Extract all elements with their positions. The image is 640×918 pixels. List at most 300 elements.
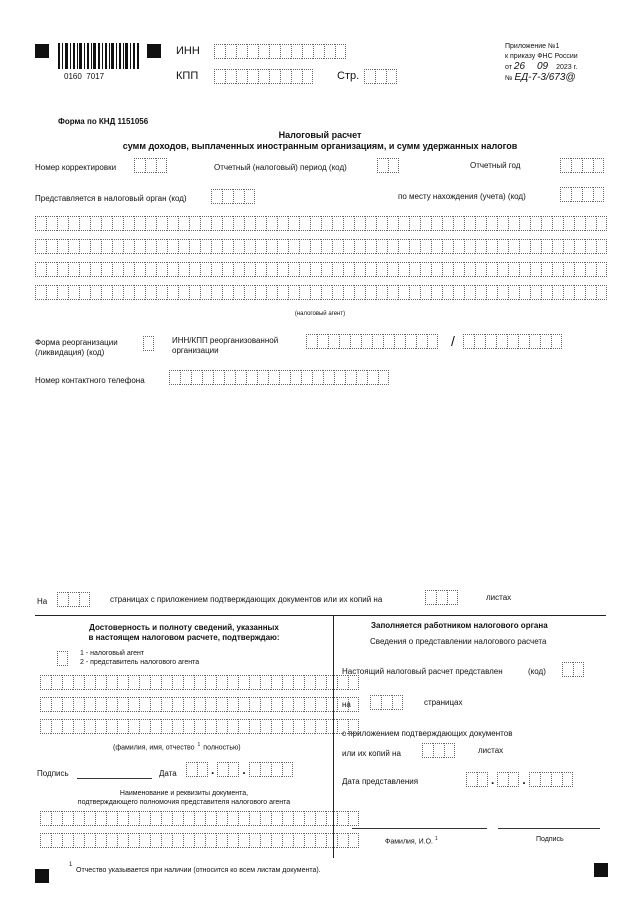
char-cell[interactable] bbox=[269, 44, 280, 59]
char-cell[interactable] bbox=[293, 811, 304, 826]
char-cell[interactable] bbox=[593, 187, 604, 202]
char-cell[interactable] bbox=[46, 262, 57, 277]
char-cell[interactable] bbox=[255, 216, 266, 231]
char-cell[interactable] bbox=[271, 675, 282, 690]
char-cell[interactable] bbox=[266, 239, 277, 254]
char-cell[interactable] bbox=[167, 285, 178, 300]
char-cell[interactable] bbox=[244, 262, 255, 277]
char-cell[interactable] bbox=[574, 285, 585, 300]
char-cell[interactable] bbox=[574, 262, 585, 277]
char-cell[interactable] bbox=[90, 285, 101, 300]
char-cell[interactable] bbox=[112, 216, 123, 231]
left-date-day[interactable] bbox=[186, 762, 208, 777]
char-cell[interactable] bbox=[235, 370, 246, 385]
char-cell[interactable] bbox=[574, 216, 585, 231]
char-cell[interactable] bbox=[464, 239, 475, 254]
char-cell[interactable] bbox=[282, 811, 293, 826]
char-cell[interactable] bbox=[255, 285, 266, 300]
char-cell[interactable] bbox=[79, 592, 90, 607]
char-cell[interactable] bbox=[464, 216, 475, 231]
char-cell[interactable] bbox=[227, 811, 238, 826]
char-cell[interactable] bbox=[117, 719, 128, 734]
char-cell[interactable] bbox=[222, 189, 233, 204]
char-cell[interactable] bbox=[46, 285, 57, 300]
char-cell[interactable] bbox=[552, 262, 563, 277]
char-cell[interactable] bbox=[321, 262, 332, 277]
reorg-kpp-field[interactable] bbox=[463, 334, 562, 349]
char-cell[interactable] bbox=[62, 675, 73, 690]
char-cell[interactable] bbox=[354, 285, 365, 300]
char-cell[interactable] bbox=[321, 216, 332, 231]
char-cell[interactable] bbox=[563, 262, 574, 277]
char-cell[interactable] bbox=[150, 675, 161, 690]
char-cell[interactable] bbox=[79, 239, 90, 254]
char-cell[interactable] bbox=[258, 44, 269, 59]
char-cell[interactable] bbox=[258, 69, 269, 84]
signer-fio-row-3[interactable] bbox=[40, 719, 359, 734]
char-cell[interactable] bbox=[530, 239, 541, 254]
char-cell[interactable] bbox=[228, 762, 239, 777]
char-cell[interactable] bbox=[84, 697, 95, 712]
char-cell[interactable] bbox=[518, 334, 529, 349]
char-cell[interactable] bbox=[167, 239, 178, 254]
char-cell[interactable] bbox=[178, 216, 189, 231]
char-cell[interactable] bbox=[335, 44, 346, 59]
char-cell[interactable] bbox=[337, 811, 348, 826]
char-cell[interactable] bbox=[205, 697, 216, 712]
char-cell[interactable] bbox=[216, 675, 227, 690]
char-cell[interactable] bbox=[477, 772, 488, 787]
signature-line[interactable] bbox=[77, 778, 152, 779]
char-cell[interactable] bbox=[194, 719, 205, 734]
char-cell[interactable] bbox=[90, 239, 101, 254]
char-cell[interactable] bbox=[139, 811, 150, 826]
char-cell[interactable] bbox=[585, 216, 596, 231]
char-cell[interactable] bbox=[304, 719, 315, 734]
char-cell[interactable] bbox=[361, 334, 372, 349]
char-cell[interactable] bbox=[68, 592, 79, 607]
char-cell[interactable] bbox=[268, 370, 279, 385]
char-cell[interactable] bbox=[117, 833, 128, 848]
char-cell[interactable] bbox=[205, 719, 216, 734]
char-cell[interactable] bbox=[180, 370, 191, 385]
char-cell[interactable] bbox=[290, 370, 301, 385]
pages-field[interactable] bbox=[57, 592, 90, 607]
char-cell[interactable] bbox=[101, 262, 112, 277]
char-cell[interactable] bbox=[194, 697, 205, 712]
char-cell[interactable] bbox=[332, 262, 343, 277]
char-cell[interactable] bbox=[211, 285, 222, 300]
signer-type-field[interactable] bbox=[57, 651, 68, 666]
doc-grid[interactable] bbox=[40, 811, 359, 848]
char-cell[interactable] bbox=[156, 262, 167, 277]
signer-fio-row-1[interactable] bbox=[40, 675, 359, 690]
char-cell[interactable] bbox=[73, 675, 84, 690]
char-cell[interactable] bbox=[172, 811, 183, 826]
char-cell[interactable] bbox=[541, 216, 552, 231]
char-cell[interactable] bbox=[90, 216, 101, 231]
char-cell[interactable] bbox=[79, 216, 90, 231]
char-cell[interactable] bbox=[466, 772, 477, 787]
char-cell[interactable] bbox=[475, 262, 486, 277]
char-cell[interactable] bbox=[387, 216, 398, 231]
char-cell[interactable] bbox=[497, 772, 508, 787]
char-cell[interactable] bbox=[321, 239, 332, 254]
char-cell[interactable] bbox=[68, 239, 79, 254]
char-cell[interactable] bbox=[497, 216, 508, 231]
char-cell[interactable] bbox=[161, 833, 172, 848]
char-cell[interactable] bbox=[183, 675, 194, 690]
char-cell[interactable] bbox=[552, 216, 563, 231]
char-cell[interactable] bbox=[247, 44, 258, 59]
agent-name-row-2[interactable] bbox=[35, 239, 607, 254]
char-cell[interactable] bbox=[247, 69, 258, 84]
char-cell[interactable] bbox=[84, 811, 95, 826]
char-cell[interactable] bbox=[249, 697, 260, 712]
char-cell[interactable] bbox=[161, 697, 172, 712]
char-cell[interactable] bbox=[508, 262, 519, 277]
char-cell[interactable] bbox=[35, 285, 46, 300]
char-cell[interactable] bbox=[68, 216, 79, 231]
char-cell[interactable] bbox=[596, 285, 607, 300]
char-cell[interactable] bbox=[442, 285, 453, 300]
char-cell[interactable] bbox=[145, 158, 156, 173]
char-cell[interactable] bbox=[560, 158, 571, 173]
char-cell[interactable] bbox=[596, 216, 607, 231]
char-cell[interactable] bbox=[227, 719, 238, 734]
char-cell[interactable] bbox=[51, 675, 62, 690]
char-cell[interactable] bbox=[200, 285, 211, 300]
char-cell[interactable] bbox=[255, 239, 266, 254]
char-cell[interactable] bbox=[205, 675, 216, 690]
char-cell[interactable] bbox=[95, 719, 106, 734]
char-cell[interactable] bbox=[260, 675, 271, 690]
char-cell[interactable] bbox=[387, 239, 398, 254]
char-cell[interactable] bbox=[277, 262, 288, 277]
char-cell[interactable] bbox=[356, 370, 367, 385]
char-cell[interactable] bbox=[508, 772, 519, 787]
char-cell[interactable] bbox=[377, 158, 388, 173]
char-cell[interactable] bbox=[134, 239, 145, 254]
inn-field[interactable] bbox=[214, 44, 346, 59]
char-cell[interactable] bbox=[51, 719, 62, 734]
char-cell[interactable] bbox=[73, 719, 84, 734]
char-cell[interactable] bbox=[172, 833, 183, 848]
char-cell[interactable] bbox=[365, 239, 376, 254]
char-cell[interactable] bbox=[205, 833, 216, 848]
char-cell[interactable] bbox=[238, 697, 249, 712]
char-cell[interactable] bbox=[310, 239, 321, 254]
char-cell[interactable] bbox=[324, 44, 335, 59]
char-cell[interactable] bbox=[343, 262, 354, 277]
char-cell[interactable] bbox=[260, 719, 271, 734]
char-cell[interactable] bbox=[321, 285, 332, 300]
char-cell[interactable] bbox=[225, 44, 236, 59]
char-cell[interactable] bbox=[139, 697, 150, 712]
char-cell[interactable] bbox=[398, 216, 409, 231]
char-cell[interactable] bbox=[334, 370, 345, 385]
char-cell[interactable] bbox=[150, 833, 161, 848]
char-cell[interactable] bbox=[326, 719, 337, 734]
char-cell[interactable] bbox=[57, 592, 68, 607]
char-cell[interactable] bbox=[381, 695, 392, 710]
char-cell[interactable] bbox=[134, 158, 145, 173]
submission-date-year[interactable] bbox=[529, 772, 573, 787]
char-cell[interactable] bbox=[106, 719, 117, 734]
char-cell[interactable] bbox=[326, 811, 337, 826]
char-cell[interactable] bbox=[271, 719, 282, 734]
char-cell[interactable] bbox=[277, 239, 288, 254]
char-cell[interactable] bbox=[288, 285, 299, 300]
char-cell[interactable] bbox=[128, 697, 139, 712]
char-cell[interactable] bbox=[551, 772, 562, 787]
char-cell[interactable] bbox=[134, 285, 145, 300]
char-cell[interactable] bbox=[398, 285, 409, 300]
char-cell[interactable] bbox=[249, 719, 260, 734]
char-cell[interactable] bbox=[244, 285, 255, 300]
char-cell[interactable] bbox=[101, 216, 112, 231]
char-cell[interactable] bbox=[233, 216, 244, 231]
char-cell[interactable] bbox=[431, 216, 442, 231]
char-cell[interactable] bbox=[291, 69, 302, 84]
char-cell[interactable] bbox=[145, 216, 156, 231]
char-cell[interactable] bbox=[238, 675, 249, 690]
char-cell[interactable] bbox=[571, 158, 582, 173]
char-cell[interactable] bbox=[194, 833, 205, 848]
char-cell[interactable] bbox=[420, 285, 431, 300]
char-cell[interactable] bbox=[145, 262, 156, 277]
char-cell[interactable] bbox=[409, 216, 420, 231]
char-cell[interactable] bbox=[246, 370, 257, 385]
char-cell[interactable] bbox=[244, 216, 255, 231]
signer-fio-grid[interactable] bbox=[40, 675, 359, 734]
char-cell[interactable] bbox=[112, 262, 123, 277]
char-cell[interactable] bbox=[84, 833, 95, 848]
char-cell[interactable] bbox=[310, 216, 321, 231]
kpp-field[interactable] bbox=[214, 69, 313, 84]
char-cell[interactable] bbox=[315, 833, 326, 848]
char-cell[interactable] bbox=[299, 239, 310, 254]
char-cell[interactable] bbox=[431, 262, 442, 277]
char-cell[interactable] bbox=[420, 262, 431, 277]
char-cell[interactable] bbox=[497, 262, 508, 277]
char-cell[interactable] bbox=[167, 216, 178, 231]
char-cell[interactable] bbox=[156, 158, 167, 173]
right-sheets-field[interactable] bbox=[422, 743, 455, 758]
char-cell[interactable] bbox=[475, 239, 486, 254]
char-cell[interactable] bbox=[585, 285, 596, 300]
char-cell[interactable] bbox=[301, 370, 312, 385]
submission-date-month[interactable] bbox=[497, 772, 519, 787]
char-cell[interactable] bbox=[57, 239, 68, 254]
char-cell[interactable] bbox=[453, 285, 464, 300]
char-cell[interactable] bbox=[233, 262, 244, 277]
page-field[interactable] bbox=[364, 69, 397, 84]
char-cell[interactable] bbox=[317, 334, 328, 349]
char-cell[interactable] bbox=[519, 216, 530, 231]
left-date-year[interactable] bbox=[249, 762, 293, 777]
char-cell[interactable] bbox=[79, 262, 90, 277]
char-cell[interactable] bbox=[475, 285, 486, 300]
char-cell[interactable] bbox=[40, 697, 51, 712]
char-cell[interactable] bbox=[339, 334, 350, 349]
char-cell[interactable] bbox=[101, 285, 112, 300]
char-cell[interactable] bbox=[73, 697, 84, 712]
char-cell[interactable] bbox=[348, 811, 359, 826]
char-cell[interactable] bbox=[62, 833, 73, 848]
char-cell[interactable] bbox=[156, 239, 167, 254]
char-cell[interactable] bbox=[216, 833, 227, 848]
char-cell[interactable] bbox=[304, 697, 315, 712]
char-cell[interactable] bbox=[364, 69, 375, 84]
char-cell[interactable] bbox=[282, 697, 293, 712]
char-cell[interactable] bbox=[205, 811, 216, 826]
char-cell[interactable] bbox=[84, 719, 95, 734]
phone-field[interactable] bbox=[169, 370, 389, 385]
char-cell[interactable] bbox=[128, 833, 139, 848]
char-cell[interactable] bbox=[442, 262, 453, 277]
char-cell[interactable] bbox=[310, 262, 321, 277]
char-cell[interactable] bbox=[62, 719, 73, 734]
char-cell[interactable] bbox=[416, 334, 427, 349]
char-cell[interactable] bbox=[62, 697, 73, 712]
char-cell[interactable] bbox=[343, 239, 354, 254]
char-cell[interactable] bbox=[35, 216, 46, 231]
char-cell[interactable] bbox=[433, 743, 444, 758]
char-cell[interactable] bbox=[463, 334, 474, 349]
char-cell[interactable] bbox=[508, 285, 519, 300]
char-cell[interactable] bbox=[299, 216, 310, 231]
char-cell[interactable] bbox=[288, 262, 299, 277]
char-cell[interactable] bbox=[562, 662, 573, 677]
char-cell[interactable] bbox=[540, 772, 551, 787]
char-cell[interactable] bbox=[233, 285, 244, 300]
char-cell[interactable] bbox=[326, 675, 337, 690]
reorg-form-field[interactable] bbox=[143, 336, 154, 351]
char-cell[interactable] bbox=[293, 697, 304, 712]
char-cell[interactable] bbox=[541, 285, 552, 300]
char-cell[interactable] bbox=[496, 334, 507, 349]
char-cell[interactable] bbox=[571, 187, 582, 202]
char-cell[interactable] bbox=[326, 833, 337, 848]
char-cell[interactable] bbox=[128, 719, 139, 734]
char-cell[interactable] bbox=[95, 833, 106, 848]
char-cell[interactable] bbox=[123, 262, 134, 277]
char-cell[interactable] bbox=[529, 772, 540, 787]
char-cell[interactable] bbox=[51, 833, 62, 848]
submission-date-day[interactable] bbox=[466, 772, 488, 787]
char-cell[interactable] bbox=[354, 262, 365, 277]
char-cell[interactable] bbox=[225, 69, 236, 84]
char-cell[interactable] bbox=[35, 262, 46, 277]
year-field[interactable] bbox=[560, 158, 604, 173]
char-cell[interactable] bbox=[280, 69, 291, 84]
char-cell[interactable] bbox=[271, 811, 282, 826]
char-cell[interactable] bbox=[323, 370, 334, 385]
char-cell[interactable] bbox=[189, 239, 200, 254]
char-cell[interactable] bbox=[51, 811, 62, 826]
char-cell[interactable] bbox=[156, 285, 167, 300]
char-cell[interactable] bbox=[189, 285, 200, 300]
char-cell[interactable] bbox=[172, 697, 183, 712]
char-cell[interactable] bbox=[233, 189, 244, 204]
char-cell[interactable] bbox=[260, 697, 271, 712]
char-cell[interactable] bbox=[222, 239, 233, 254]
char-cell[interactable] bbox=[282, 833, 293, 848]
char-cell[interactable] bbox=[139, 833, 150, 848]
char-cell[interactable] bbox=[486, 239, 497, 254]
char-cell[interactable] bbox=[282, 719, 293, 734]
char-cell[interactable] bbox=[425, 590, 436, 605]
char-cell[interactable] bbox=[464, 285, 475, 300]
char-cell[interactable] bbox=[178, 262, 189, 277]
char-cell[interactable] bbox=[315, 675, 326, 690]
char-cell[interactable] bbox=[304, 811, 315, 826]
char-cell[interactable] bbox=[277, 285, 288, 300]
char-cell[interactable] bbox=[271, 762, 282, 777]
char-cell[interactable] bbox=[315, 719, 326, 734]
char-cell[interactable] bbox=[593, 158, 604, 173]
char-cell[interactable] bbox=[431, 285, 442, 300]
char-cell[interactable] bbox=[222, 216, 233, 231]
agent-name-row-1[interactable] bbox=[35, 216, 607, 231]
char-cell[interactable] bbox=[442, 216, 453, 231]
char-cell[interactable] bbox=[169, 370, 180, 385]
char-cell[interactable] bbox=[112, 285, 123, 300]
char-cell[interactable] bbox=[551, 334, 562, 349]
char-cell[interactable] bbox=[474, 334, 485, 349]
char-cell[interactable] bbox=[337, 833, 348, 848]
char-cell[interactable] bbox=[530, 285, 541, 300]
char-cell[interactable] bbox=[249, 833, 260, 848]
char-cell[interactable] bbox=[145, 285, 156, 300]
char-cell[interactable] bbox=[447, 590, 458, 605]
char-cell[interactable] bbox=[161, 719, 172, 734]
char-cell[interactable] bbox=[183, 697, 194, 712]
char-cell[interactable] bbox=[51, 697, 62, 712]
char-cell[interactable] bbox=[436, 590, 447, 605]
char-cell[interactable] bbox=[519, 262, 530, 277]
char-cell[interactable] bbox=[167, 262, 178, 277]
agent-name-grid[interactable] bbox=[35, 216, 607, 300]
char-cell[interactable] bbox=[282, 762, 293, 777]
char-cell[interactable] bbox=[431, 239, 442, 254]
char-cell[interactable] bbox=[582, 187, 593, 202]
char-cell[interactable] bbox=[257, 370, 268, 385]
char-cell[interactable] bbox=[387, 262, 398, 277]
char-cell[interactable] bbox=[350, 334, 361, 349]
char-cell[interactable] bbox=[150, 697, 161, 712]
char-cell[interactable] bbox=[367, 370, 378, 385]
char-cell[interactable] bbox=[271, 697, 282, 712]
period-field[interactable] bbox=[377, 158, 399, 173]
char-cell[interactable] bbox=[279, 370, 290, 385]
char-cell[interactable] bbox=[398, 262, 409, 277]
char-cell[interactable] bbox=[560, 187, 571, 202]
char-cell[interactable] bbox=[183, 719, 194, 734]
char-cell[interactable] bbox=[293, 833, 304, 848]
char-cell[interactable] bbox=[117, 675, 128, 690]
char-cell[interactable] bbox=[299, 262, 310, 277]
char-cell[interactable] bbox=[563, 216, 574, 231]
char-cell[interactable] bbox=[409, 262, 420, 277]
char-cell[interactable] bbox=[282, 675, 293, 690]
char-cell[interactable] bbox=[40, 833, 51, 848]
char-cell[interactable] bbox=[508, 239, 519, 254]
char-cell[interactable] bbox=[541, 262, 552, 277]
char-cell[interactable] bbox=[332, 216, 343, 231]
char-cell[interactable] bbox=[95, 675, 106, 690]
